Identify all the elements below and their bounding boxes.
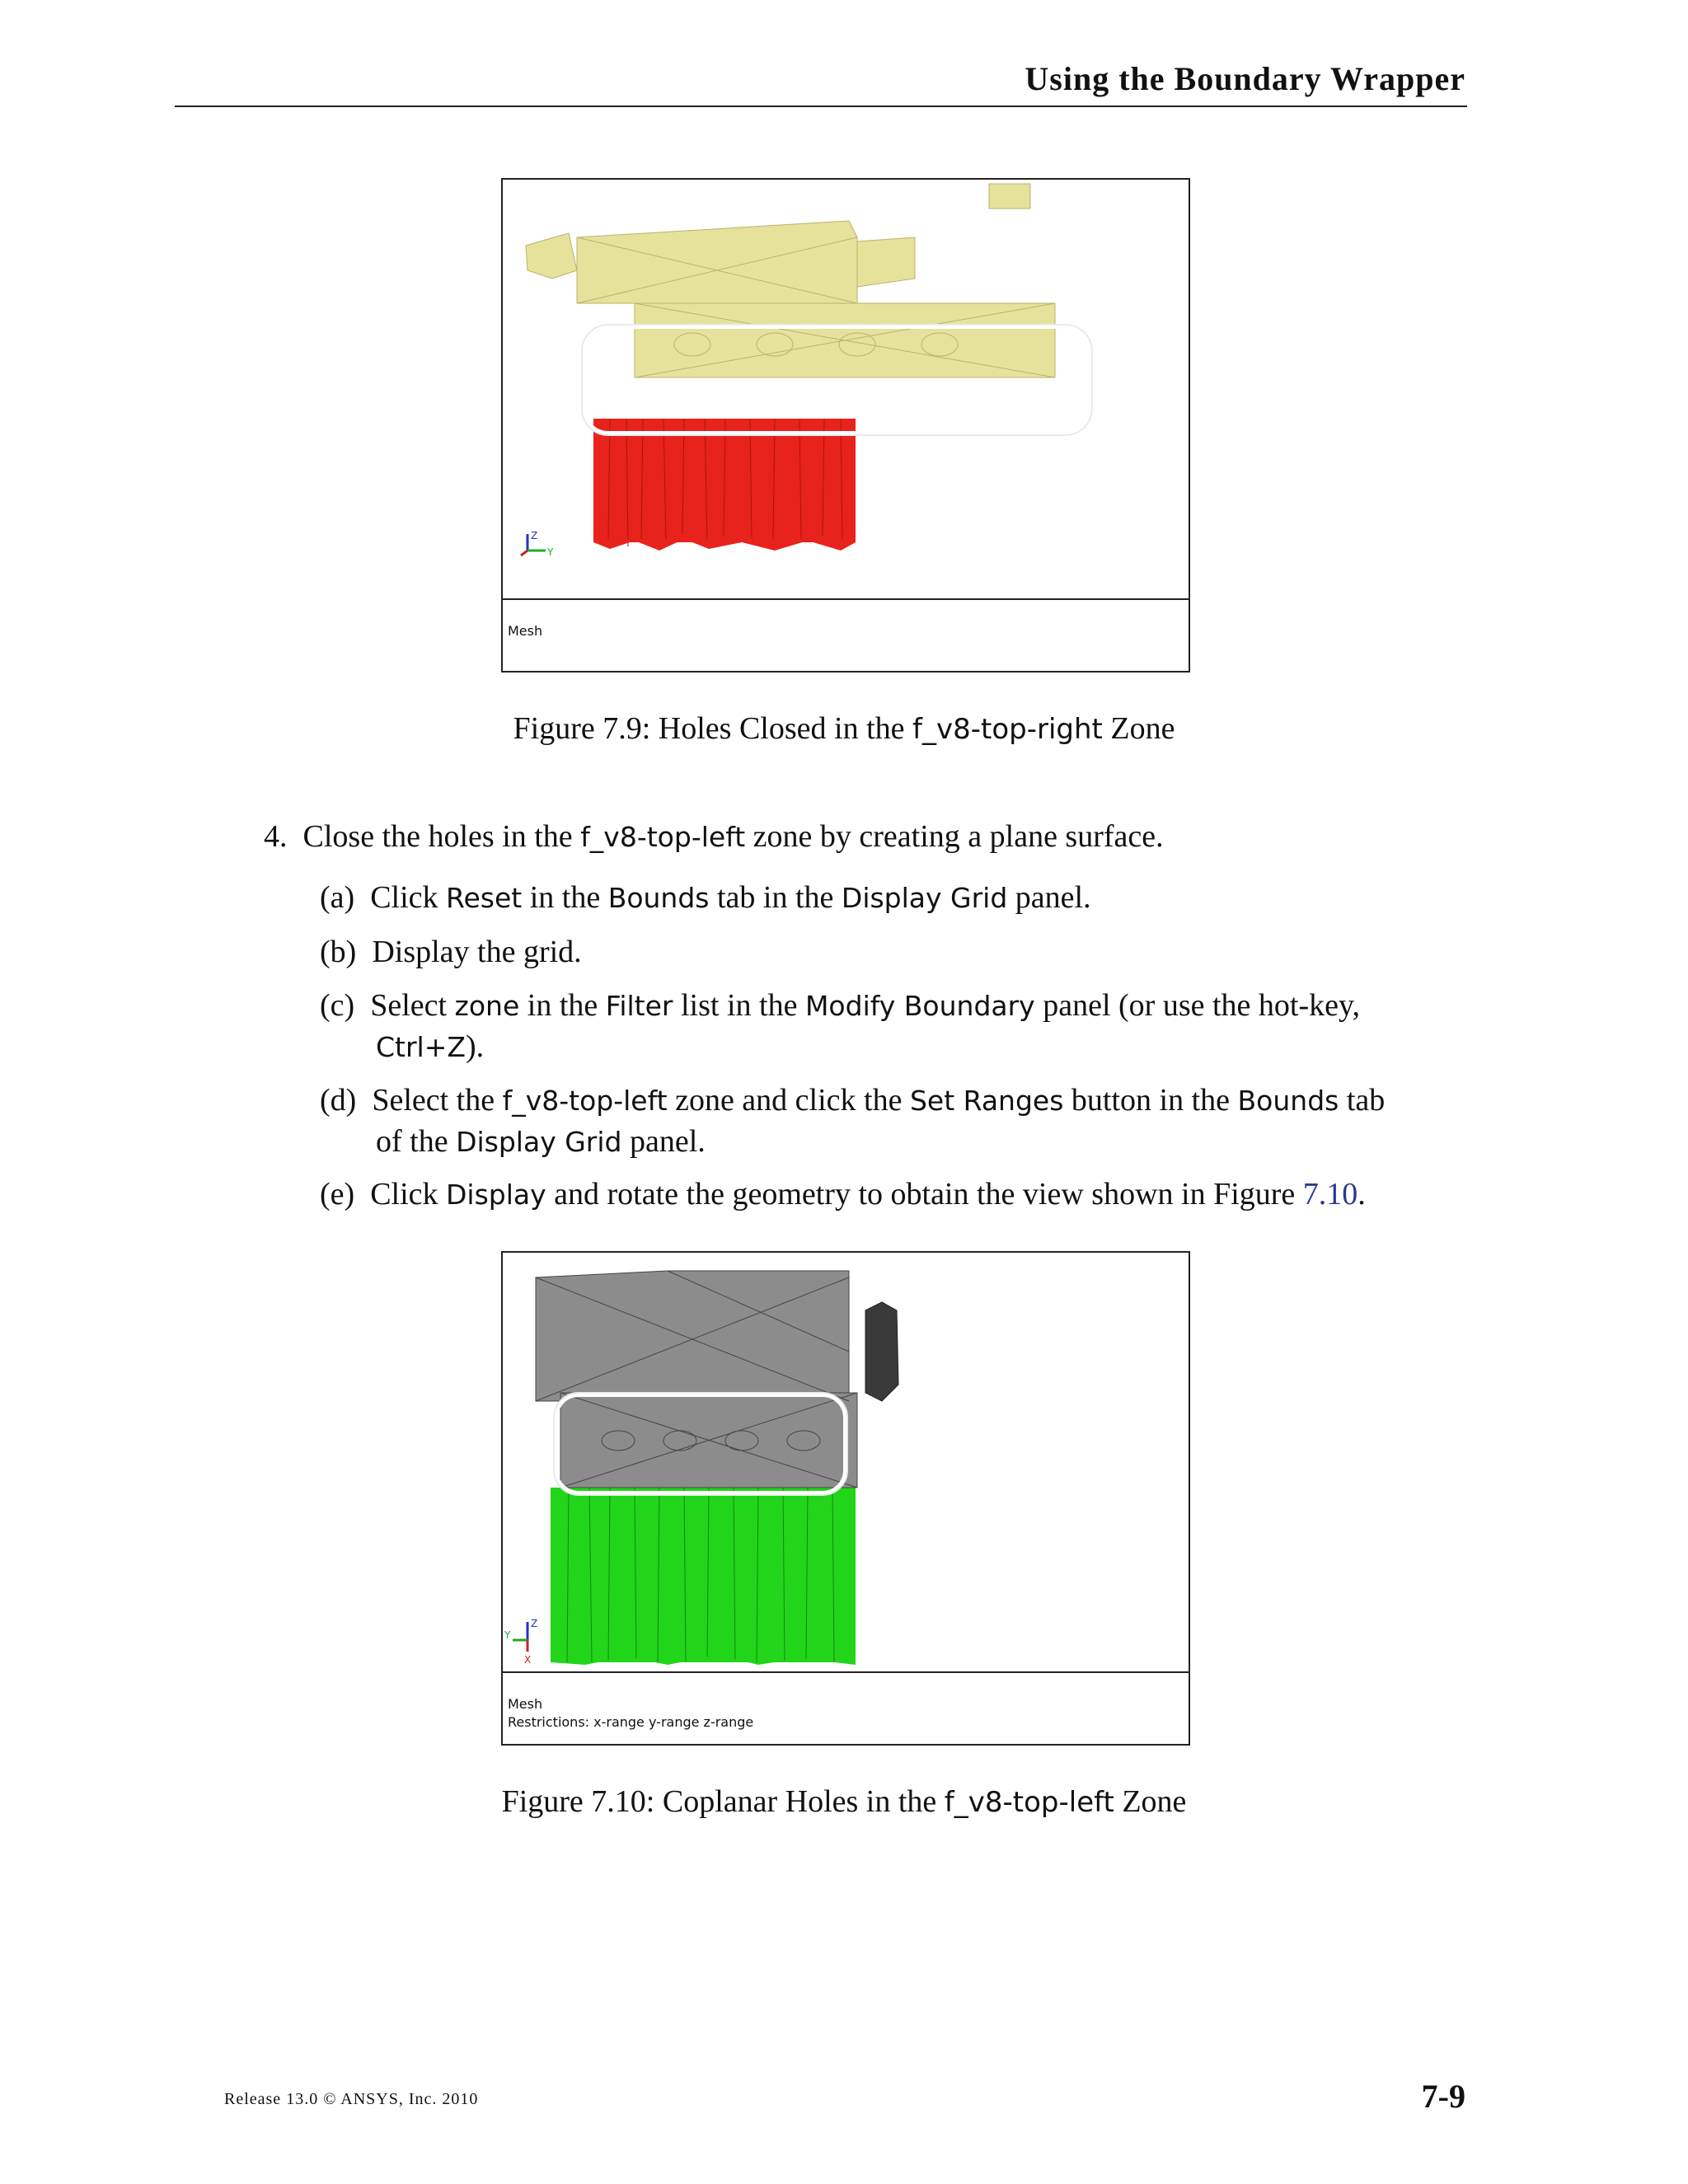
substep-c-cont <box>376 1026 484 1068</box>
mesh-view-canvas <box>503 1253 1189 1673</box>
text: in the <box>519 988 606 1023</box>
mesh-view-canvas <box>503 180 1189 600</box>
text: ). <box>465 1029 485 1064</box>
caption-text: Figure 7.10: Coplanar Holes in the <box>501 1784 945 1819</box>
text: of the <box>376 1124 457 1159</box>
text: panel. <box>621 1124 706 1159</box>
text: Click <box>370 880 447 915</box>
footer-mesh-label: Mesh <box>508 623 543 639</box>
figure-7-10-caption <box>0 1783 1688 1820</box>
step-number: 4. <box>264 819 288 854</box>
text: . <box>1357 1177 1366 1212</box>
substep-label: (b) <box>320 935 357 969</box>
figure-reference-link[interactable]: 7.10 <box>1302 1177 1358 1212</box>
figure-7-9 <box>501 178 1190 673</box>
text: Click <box>370 1177 447 1212</box>
text: Select the <box>372 1083 503 1118</box>
step-4 <box>264 816 1164 858</box>
yellow-body-zone <box>526 184 1055 377</box>
text: in the <box>522 880 608 915</box>
axis-z-label: Z <box>531 1618 538 1629</box>
axis-x-label: X <box>524 1654 532 1666</box>
text: button in the <box>1063 1083 1238 1118</box>
text: tab in the <box>709 880 842 915</box>
running-header-title: Using the Boundary Wrapper <box>1025 60 1465 97</box>
set-ranges-ui-term: Set Ranges <box>909 1085 1064 1117</box>
page-number: 7-9 <box>1421 2078 1465 2115</box>
red-mesh-zone <box>593 419 856 551</box>
substep-label: (e) <box>320 1177 355 1212</box>
zone-name: f_v8-top-left <box>580 821 746 853</box>
substep-a <box>320 877 1091 919</box>
bounds-ui-term: Bounds <box>1237 1085 1339 1117</box>
bounds-ui-term: Bounds <box>607 882 710 914</box>
text: list in the <box>673 988 805 1023</box>
footer-restrictions-label: Restrictions: x-range y-range z-range <box>508 1714 754 1730</box>
axis-y-label: Y <box>504 1629 511 1641</box>
caption-zone: f_v8-top-left <box>944 1786 1114 1819</box>
figure-footer <box>503 598 1189 671</box>
step-text: Close the holes in the <box>302 819 581 854</box>
reset-ui-term: Reset <box>446 882 523 914</box>
substep-e <box>320 1174 1366 1216</box>
substep-d <box>320 1080 1385 1122</box>
axis-y-label: Y <box>547 546 554 558</box>
axis-z-label: Z <box>531 530 538 541</box>
display-grid-ui-term: Display Grid <box>841 882 1008 914</box>
axis-triad-icon <box>521 530 554 558</box>
text: tab <box>1339 1083 1386 1118</box>
text: Select <box>370 988 455 1023</box>
figure-7-10 <box>501 1251 1190 1746</box>
substep-label: (a) <box>320 880 355 915</box>
figure-footer <box>503 1671 1189 1744</box>
text: panel (or use the hot-key, <box>1034 988 1361 1023</box>
ctrl-z-hotkey: Ctrl+Z <box>376 1031 466 1063</box>
display-grid-ui-term: Display Grid <box>456 1126 622 1158</box>
substep-b <box>320 931 582 972</box>
text: Display the grid. <box>372 935 582 969</box>
filter-ui-term: Filter <box>605 990 673 1022</box>
zone-ui-term: zone <box>454 990 520 1022</box>
figure-7-9-caption <box>0 710 1688 747</box>
text: and rotate the geometry to obtain the view shown in Figure <box>546 1177 1303 1212</box>
modify-boundary-ui-term: Modify Boundary <box>804 990 1035 1022</box>
text: panel. <box>1007 880 1091 915</box>
display-ui-term: Display <box>446 1179 546 1211</box>
substep-c <box>320 985 1474 1027</box>
step-text: zone by creating a plane surface. <box>745 819 1164 854</box>
footer-mesh-label: Mesh <box>508 1696 543 1712</box>
caption-zone: f_v8-top-right <box>912 713 1103 746</box>
substep-d-cont <box>376 1121 706 1163</box>
text: zone and click the <box>667 1083 910 1118</box>
substep-label: (d) <box>320 1083 357 1118</box>
header-rule <box>175 105 1467 107</box>
green-mesh-zone <box>551 1488 856 1665</box>
caption-suffix: Zone <box>1102 711 1175 746</box>
substep-label: (c) <box>320 988 355 1023</box>
caption-text: Figure 7.9: Holes Closed in the <box>513 711 912 746</box>
release-footer: Release 13.0 © ANSYS, Inc. 2010 <box>224 2090 479 2108</box>
axis-triad-icon <box>504 1618 537 1666</box>
caption-suffix: Zone <box>1114 1784 1187 1819</box>
zone-name: f_v8-top-left <box>502 1085 668 1117</box>
